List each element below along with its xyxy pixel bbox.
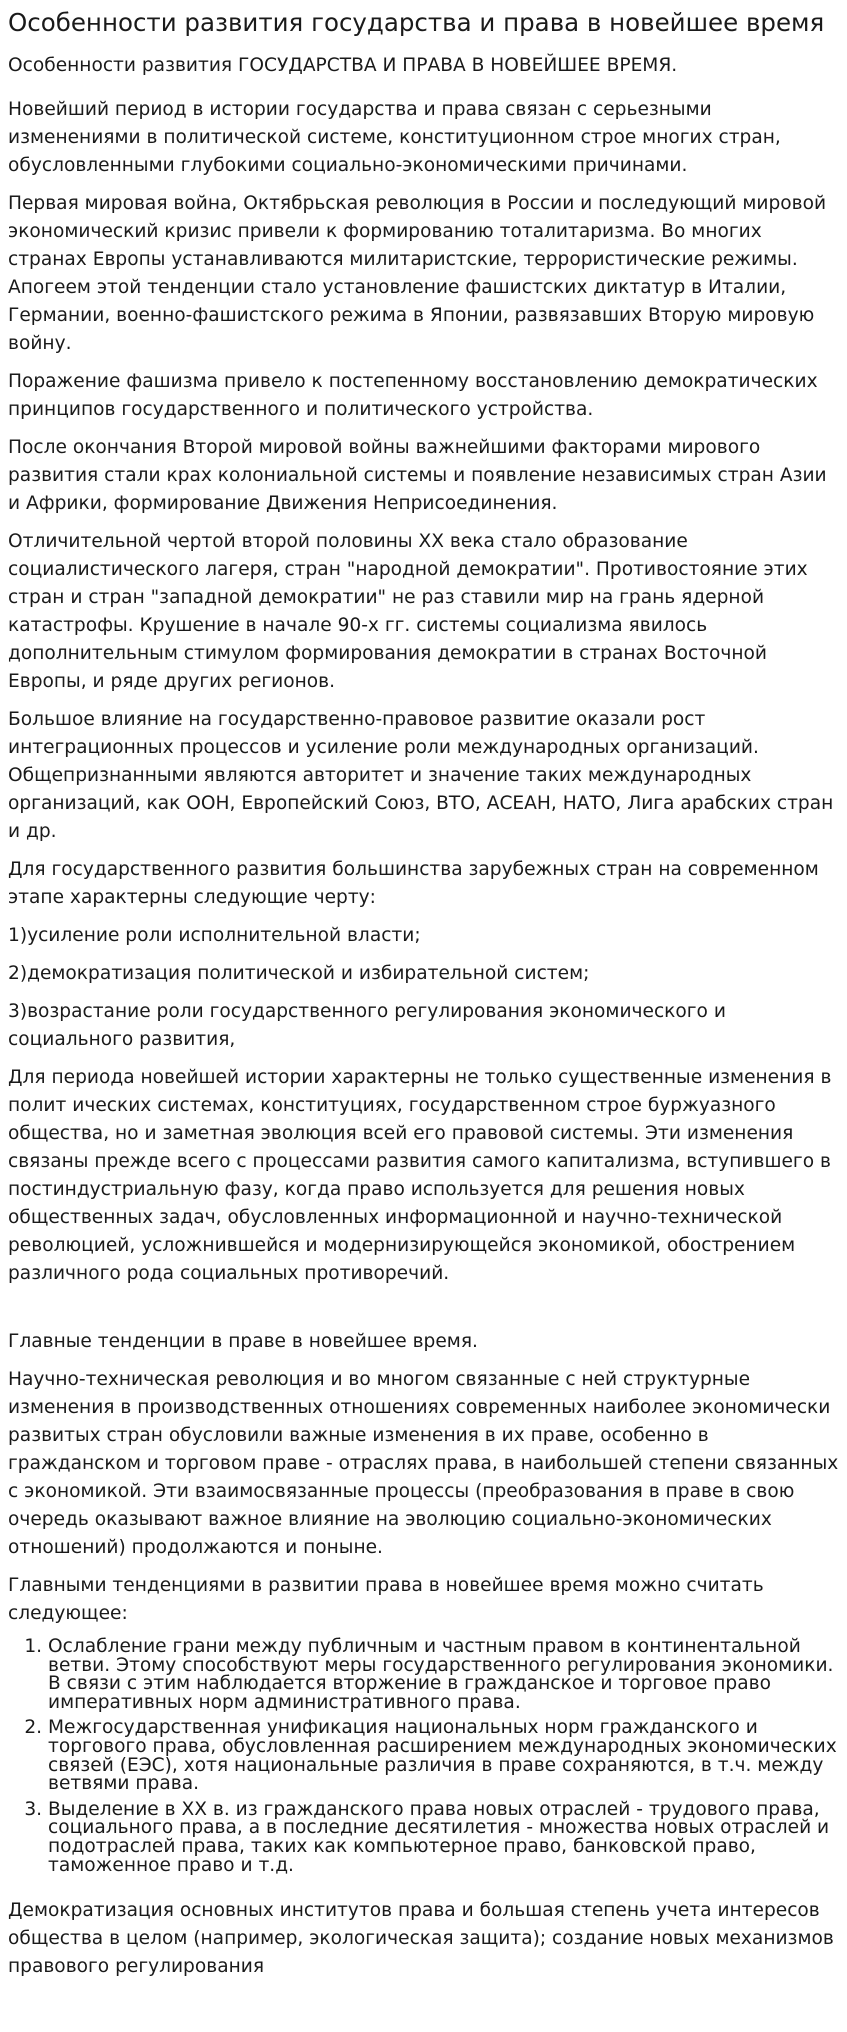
list-item: 2. Межгосударственная унификация национальных норм гражданского и торгового права, обусловленная расширением международных экономических связей (ЕЭС), хотя национальные различия в праве сохраняются, в т.ч. между ветвями права. (48, 1719, 839, 1793)
feature-item: 1)усиление роли исполнительной власти; (8, 925, 421, 946)
paragraph: Новейший период в истории государства и права связан с серьезными изменениями в политической системе, конституционном строе многих стран, обусловленными глубокими социально-экономическими причинами. (8, 99, 781, 176)
paragraph: Главными тенденциями в развитии права в новейшее время можно считать следующее: (8, 1575, 764, 1624)
paragraph: Для государственного развития большинства зарубежных стран на современном этапе характерны следующие черту: (8, 859, 819, 908)
list-item: 3. Выделение в XX в. из гражданского права новых отраслей - трудового права, социального права, а в последние десятилетия - множества новых отраслей и подотраслей права, таких как компьютерное право, банковской право, таможенное право и т.д. (48, 1801, 839, 1875)
paragraph: Научно-техническая революция и во многом связанные с ней структурные изменения в производственных отношениях современных наиболее экономически развитых стран обусловили важные изменения в их праве, особенно в гражданском и торговом праве - отраслях права, в наибольшей степени связанных с экономикой. Эти взаимосвязанные процессы (преобразования в праве в свою очередь оказывают важное влияние на эволюцию социально-экономических отношений) продолжаются и поныне. (8, 1369, 839, 1558)
paragraph: Отличительной чертой второй половины XX века стало образование социалистического лагеря, стран "народной демократии". Противостояние этих стран и стран "западной демократии" не раз ставили мир на грань ядерной катастрофы. Крушение в начале 90-х гг. системы социализма явилось дополнительным стимулом формирования демократии в странах Восточной Европы, и ряде других регионов. (8, 531, 808, 692)
paragraph: Для периода новейшей истории характерны не только существенные изменения в полит ических системах, конституциях, государственном строе буржуазного общества, но и заметная эволюция всей его правовой системы. Эти изменения связаны прежде всего с процессами развития самого капитализма, вступившего в постиндустриальную фазу, когда право используется для решения новых общественных задач, обусловленных информационной и научно-технической революцией, усложнившейся и модернизирующейся экономикой, обострением различного рода социальных противоречий. (8, 1067, 832, 1284)
feature-item: 2)демократизация политической и избирательной систем; (8, 963, 590, 984)
list-item: 1. Ослабление грани между публичным и частным правом в континентальной ветви. Этому способствуют меры государственного регулирования экономики. В связи с этим наблюдается вторжение в гражданское и торговое право императивных норм административного права. (48, 1638, 839, 1712)
lead-text: Особенности развития ГОСУДАРСТВА И ПРАВА В НОВЕЙШЕЕ ВРЕМЯ. (8, 55, 678, 76)
paragraph: После окончания Второй мировой войны важнейшими факторами мирового развития стали крах колониальной системы и появление независимых стран Азии и Африки, формирование Движения Неприсоединения. (8, 437, 827, 514)
section-heading: Главные тенденции в праве в новейшее время. (8, 1331, 478, 1352)
paragraph: Большое влияние на государственно-правовое развитие оказали рост интеграционных процессов и усиление роли международных организаций. Общепризнанными являются авторитет и значение таких международных организаций, как ООН, Европейский Союз, ВТО, АСЕАН, НАТО, Лига арабских стран и др. (8, 709, 834, 842)
trends-list (8, 1638, 839, 1875)
feature-item: 3)возрастание роли государственного регулирования экономического и социального развития, (8, 1001, 726, 1050)
paragraph: Первая мировая война, Октябрьская революция в России и последующий мировой экономический кризис привели к формированию тоталитаризма. Во многих странах Европы устанавливаются милитаристские, террористические режимы. Апогеем этой тенденции стало установление фашистских диктатур в Италии, Германии, военно-фашистского режима в Японии, развязавших Вторую мировую войну. (8, 193, 827, 354)
page-title: Особенности развития государства и права в новейшее время (8, 8, 825, 37)
paragraph: Поражение фашизма привело к постепенному восстановлению демократических принципов государственного и политического устройства. (8, 371, 818, 420)
closing-paragraph: Демократизация основных институтов права и большая степень учета интересов общества в целом (например, экологическая защита); создание новых механизмов правового регулирования (8, 1900, 834, 1978)
